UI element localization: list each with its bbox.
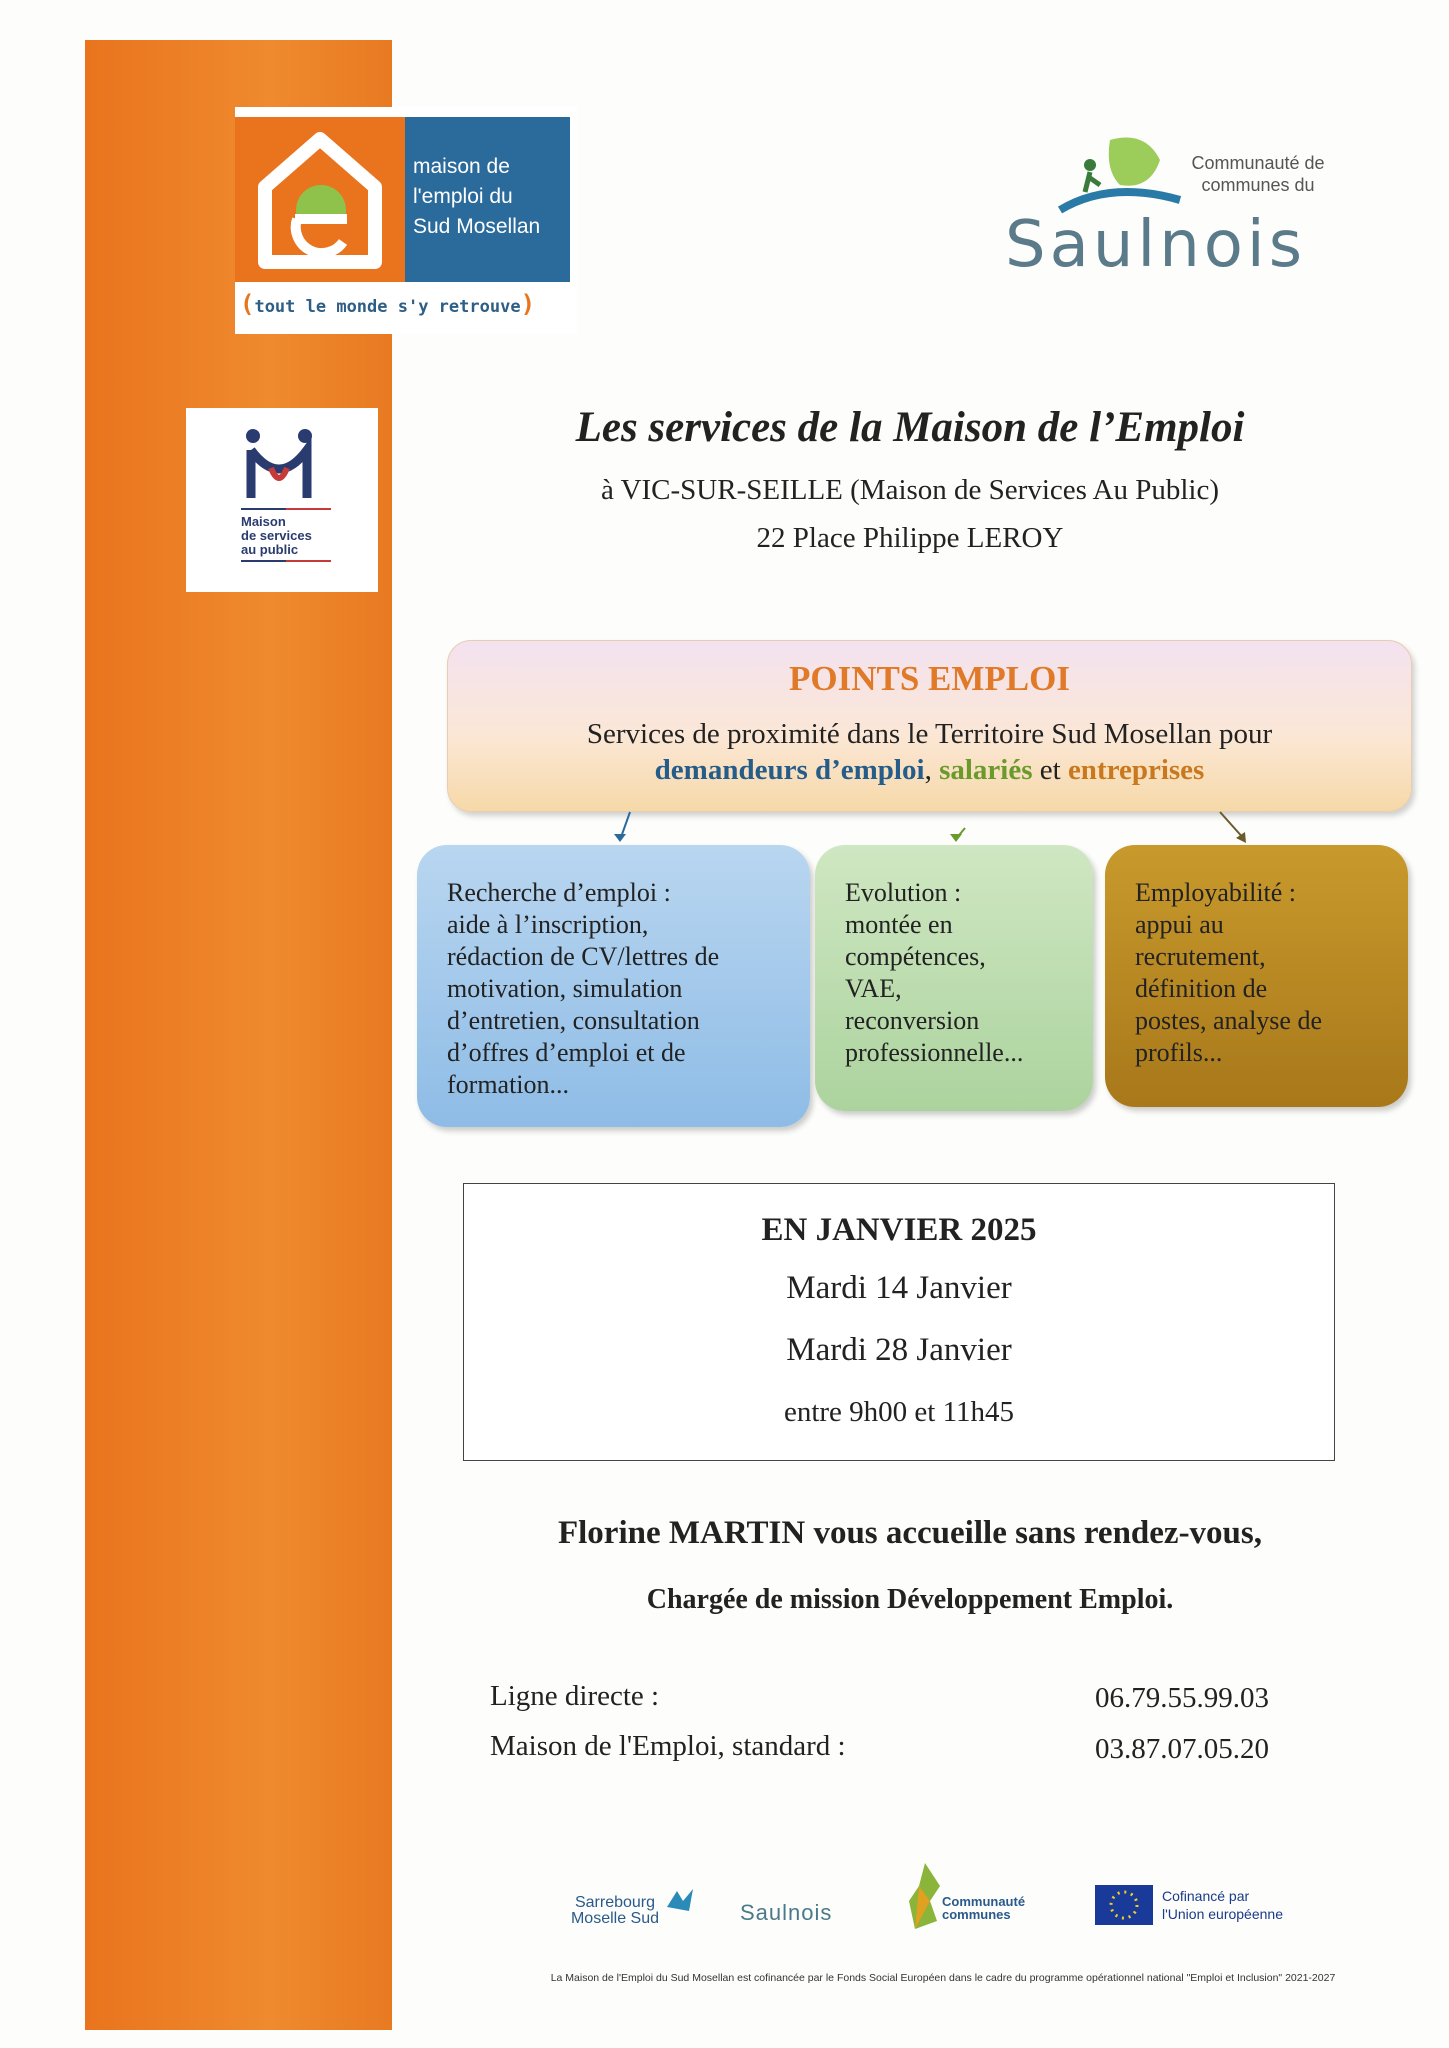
logo-tagline: (tout le monde s'y retrouve) xyxy=(240,290,536,318)
schedule-hours: entre 9h00 et 11h45 xyxy=(783,1396,1015,1428)
sarrebourg-mark-icon xyxy=(665,1887,695,1913)
maison-emploi-logo xyxy=(235,107,577,334)
footer-note: La Maison de l'Emploi du Sud Mosellan est cofinancée par le Fonds Social Européen dans le cadre du programme opérationnel national "Emploi et Inclusion" 2021-2027 xyxy=(550,1972,1336,1984)
contact-label: Ligne directe : xyxy=(490,1680,660,1712)
service-line: professionnelle... xyxy=(845,1038,1024,1067)
connector-arrows xyxy=(600,808,1250,848)
saulnois-small-logo: Saulnois xyxy=(740,1900,833,1925)
logo-line: Maison xyxy=(241,514,286,529)
service-line: Employabilité : xyxy=(1135,878,1297,907)
service-line: montée en xyxy=(845,910,953,939)
audience-companies: entreprises xyxy=(1067,754,1205,786)
service-line: d’offres d’emploi et de xyxy=(447,1038,686,1067)
schedule-date: Mardi 28 Janvier xyxy=(786,1332,1012,1368)
address-line: 22 Place Philippe LEROY xyxy=(756,522,1064,554)
service-line: postes, analyse de xyxy=(1135,1006,1323,1035)
maison-emploi-name xyxy=(405,117,570,282)
service-evolution xyxy=(815,845,1093,1111)
divider xyxy=(241,508,331,510)
saulnois-logo xyxy=(990,130,1350,310)
service-line: Evolution : xyxy=(845,878,962,907)
logo-line: communes xyxy=(942,1907,1011,1922)
service-line: reconversion xyxy=(845,1006,980,1035)
points-emploi-heading: POINTS EMPLOI xyxy=(788,659,1070,698)
page-title: Les services de la Maison de l’Emploi xyxy=(575,404,1245,451)
tagline-text: tout le monde s'y retrouve xyxy=(254,297,521,317)
logo-line: Sud Mosellan xyxy=(413,215,541,238)
service-line: profils... xyxy=(1135,1038,1223,1067)
service-line: appui au xyxy=(1135,910,1224,939)
house-e-icon xyxy=(235,117,405,282)
logo-line: communes du xyxy=(1201,175,1315,195)
msap-logo xyxy=(186,408,378,592)
audience-job-seekers: demandeurs d’emploi xyxy=(654,754,925,786)
partner-logos xyxy=(550,1855,1330,1945)
service-line: définition de xyxy=(1135,974,1268,1003)
ccpp-emblem-icon xyxy=(905,1861,945,1931)
service-employability xyxy=(1105,845,1408,1107)
welcome-line: Florine MARTIN vous accueille sans rendez-vous, xyxy=(557,1515,1263,1551)
description-line: Services de proximité dans le Territoire Sud Mosellan pour xyxy=(586,718,1273,750)
logo-line: Moselle Sud xyxy=(570,1910,660,1927)
service-line: Recherche d’emploi : xyxy=(447,878,671,907)
separator: et xyxy=(1039,754,1061,786)
eu-flag-icon xyxy=(1095,1885,1153,1925)
points-emploi-description xyxy=(448,716,1411,788)
audience-line xyxy=(448,752,1411,788)
logo-line: maison de xyxy=(413,155,510,178)
service-line: VAE, xyxy=(845,974,902,1003)
role-line: Chargée de mission Développement Emploi. xyxy=(646,1584,1174,1615)
service-line: motivation, simulation xyxy=(447,974,683,1003)
service-line: rédaction de CV/lettres de xyxy=(447,942,720,971)
logo-line: au public xyxy=(241,542,299,557)
schedule-title: EN JANVIER 2025 xyxy=(761,1212,1037,1248)
schedule-date: Mardi 14 Janvier xyxy=(786,1270,1012,1306)
logo-line: l'emploi du xyxy=(413,185,513,208)
schedule-box xyxy=(463,1183,1335,1461)
sarrebourg-logo xyxy=(550,1895,680,1927)
contact-label: Maison de l'Emploi, standard : xyxy=(490,1730,846,1762)
divider xyxy=(241,560,331,562)
ccpp-logo xyxy=(942,1895,1025,1921)
phone-number: 06.79.55.99.03 xyxy=(1095,1682,1269,1714)
logo-line: Communauté de xyxy=(1191,153,1325,173)
service-job-search xyxy=(417,845,810,1127)
service-line: aide à l’inscription, xyxy=(447,910,649,939)
service-line: d’entretien, consultation xyxy=(447,1006,700,1035)
service-line: compétences, xyxy=(845,942,986,971)
phone-number: 03.87.07.05.20 xyxy=(1095,1733,1269,1765)
logo-line: Communauté xyxy=(942,1894,1026,1909)
orange-side-bar xyxy=(85,40,392,2030)
location-line: à VIC-SUR-SEILLE (Maison de Services Au Public) xyxy=(600,474,1220,506)
logo-line: l'Union européenne xyxy=(1162,1906,1283,1922)
logo-line: Sarrebourg xyxy=(574,1894,656,1911)
separator: , xyxy=(924,754,932,786)
msap-text xyxy=(241,515,312,557)
eu-cofinance-text xyxy=(1162,1887,1283,1923)
msap-figures-icon xyxy=(241,428,321,508)
logo-line: de services xyxy=(241,528,312,543)
saulnois-wordmark: Saulnois xyxy=(1005,208,1307,282)
logo-line: Cofinancé par xyxy=(1162,1888,1250,1904)
service-line: recrutement, xyxy=(1135,942,1266,971)
points-emploi-box xyxy=(447,640,1412,812)
audience-employees: salariés xyxy=(939,754,1033,786)
service-line: formation... xyxy=(447,1070,570,1099)
saulnois-caption xyxy=(1168,152,1348,196)
